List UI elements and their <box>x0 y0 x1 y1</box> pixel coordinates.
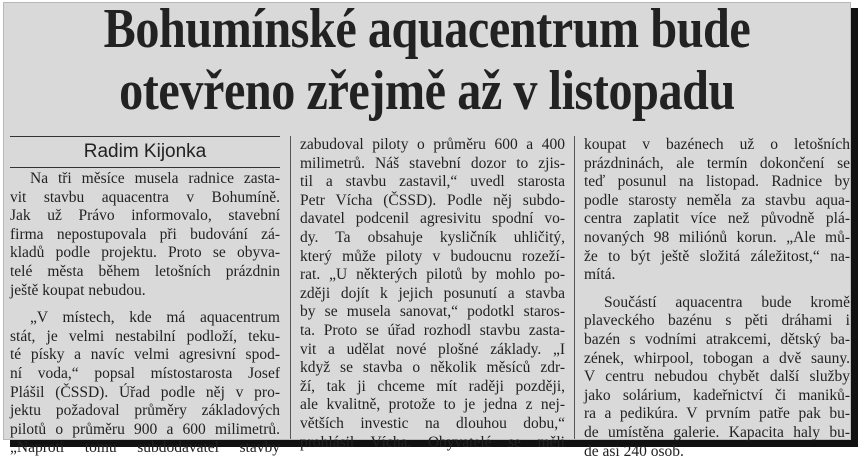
text-line: koupat v bazénech už o letošních <box>584 136 850 153</box>
text-line: podle starosty neměla za stavbu aqua- <box>584 191 850 209</box>
article-column-3 <box>584 136 850 461</box>
text-line: „V místech, kde má aquacentrum <box>30 309 280 327</box>
text-line: V centru nebudou chybět další služby <box>584 368 850 386</box>
text-line: rat. „U některých pilotů by mohlo po- <box>300 266 565 284</box>
text-line: Petr Vícha (ČSSD). Podle něj subdo- <box>300 191 565 209</box>
text-line: Na tři měsíce musela radnice zasta- <box>30 170 280 187</box>
text-line: zének, whirpool, tobogan a dvě sauny. <box>584 349 850 367</box>
text-line: jektu požadoval průměry základových <box>10 402 280 420</box>
headline-line-2: otevřeno zřejmě až v listopadu <box>119 60 735 122</box>
article-column-1 <box>10 170 280 458</box>
text-line: ra a pedikúra. V prvním patře pak bu- <box>584 405 850 423</box>
text-line: mítá. <box>584 266 616 284</box>
text-line: prohlásil Vícha. Obyvatelé se měli <box>300 433 565 451</box>
text-line: centra zaplatit více než původně plá- <box>584 210 850 228</box>
byline: Radim Kijonka <box>10 136 280 168</box>
text-line: de umístěna galerie. Kapacita haly bu- <box>584 423 850 441</box>
clipping-shadow-right <box>850 8 858 444</box>
text-line: jako solárium, kadeřnictví či maniků- <box>584 386 850 404</box>
text-line: telé města během letošních prázdnin <box>10 262 280 280</box>
text-line: „Naproti tomu subdodavatel stavby <box>10 439 280 457</box>
text-line: prázdninách, ale termín dokončení se <box>584 154 850 172</box>
text-line: ta. Proto se úřad rozhodl stavbu zasta- <box>300 321 565 339</box>
text-line: ní voda,“ popsal místostarosta Josef <box>10 364 280 382</box>
text-line: kladů podle projektu. Proto se obyva- <box>10 244 280 262</box>
text-line: ží, tak ji chceme mít raději později, <box>300 377 565 395</box>
text-line: Plášil (ČSSD). Úřad podle něj v pro- <box>10 383 280 401</box>
text-line: vit stavbu aquacentra v Bohumíně. <box>10 188 280 206</box>
text-line: Jak už Právo informovalo, stavební <box>10 207 280 225</box>
article-column-2 <box>300 136 565 452</box>
text-line: davatel podcenil agresivitu spodní vo- <box>300 210 565 228</box>
text-line: bazén s vodními atrakcemi, dětský ba- <box>584 330 850 348</box>
text-line: dy. Ta obsahuje kysličník uhličitý, <box>300 228 565 246</box>
text-line: zabudoval piloty o průměru 600 a 400 <box>300 136 565 153</box>
text-line: když se stavba o několik měsíců zdr- <box>300 359 565 377</box>
text-line: větších investic na dlouhou dobu,“ <box>300 414 565 432</box>
text-line: Součástí aquacentra bude kromě <box>604 293 850 311</box>
text-line: stát, je velmi nestabilní podloží, teku- <box>10 327 280 345</box>
text-line: de asi 240 osob. <box>584 442 684 460</box>
text-line: plaveckého bazénu s pěti dráhami i <box>584 312 850 330</box>
column-rule <box>290 136 291 439</box>
text-line: té písky a navíc velmi agresivní spod- <box>10 346 280 364</box>
text-line: zději dojít k jejich posunutí a stavba <box>300 284 565 302</box>
text-line: ještě koupat nebudou. <box>10 281 146 299</box>
column-rule <box>574 136 575 439</box>
text-line: vit a udělat nové plošné základy. „I <box>300 340 565 358</box>
text-line: milimetrů. Náš stavební dozor to zjis- <box>300 154 565 172</box>
paragraph-gap <box>584 285 850 294</box>
text-line: by se musela sanovat,“ podotkl staros- <box>300 303 565 321</box>
text-line: teď posunul na listopad. Radnice by <box>584 173 850 191</box>
text-line: ale kvalitně, protože to je jedna z nej- <box>300 396 565 414</box>
text-line: til a stavbu zastavil,“ uvedl starosta <box>300 173 565 191</box>
newspaper-clipping <box>4 0 850 460</box>
text-line: pilotů o průměru 900 a 600 milimetrů. <box>10 420 280 438</box>
text-line: novaných 98 miliónů korun. „Ale mů- <box>584 228 850 246</box>
text-line: který může piloty v budoucnu rozeží- <box>300 247 565 265</box>
headline-line-1: Bohumínské aquacentrum bude <box>103 0 751 60</box>
paragraph-gap <box>10 300 280 309</box>
text-line: že to být ještě složitá záležitost,“ na- <box>584 247 850 265</box>
text-line: firma nepostupovala při budování zá- <box>10 225 280 243</box>
